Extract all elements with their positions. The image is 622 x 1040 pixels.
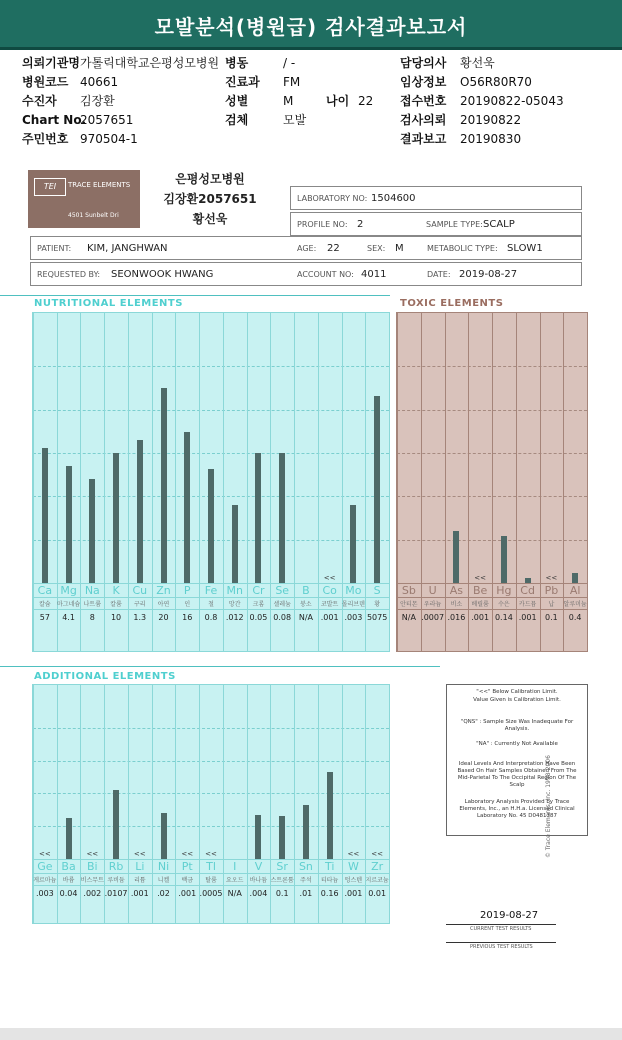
current-date: 2019-08-27 <box>480 910 539 921</box>
current-label: CURRENT TEST RESULTS <box>470 926 532 932</box>
column-divider <box>104 685 105 923</box>
element-korean-name: 인 <box>184 601 191 608</box>
element-value: 0.8 <box>204 613 218 622</box>
column-divider <box>270 685 271 923</box>
element-value: .001 <box>320 613 339 622</box>
row-divider <box>397 583 587 584</box>
element-korean-name: 안티몬 <box>400 601 418 608</box>
bar-ti <box>327 772 333 859</box>
date-label: DATE: <box>427 270 451 279</box>
bar-v <box>255 815 261 859</box>
element-korean-name: 주석 <box>300 877 312 884</box>
element-symbol: K <box>112 584 120 597</box>
bar-as <box>453 531 459 583</box>
element-symbol: Pt <box>181 860 193 873</box>
column-divider <box>33 685 34 923</box>
column-divider <box>152 685 153 923</box>
element-korean-name: 크롬 <box>252 601 265 608</box>
element-value: 0.05 <box>249 613 268 622</box>
element-value: 8 <box>89 613 95 622</box>
nutritional-title: NUTRITIONAL ELEMENTS <box>34 298 183 309</box>
bar-fe <box>208 469 214 583</box>
legend-line-2: Value Given is Calibration Limit. <box>473 697 561 703</box>
element-korean-name: 황 <box>374 601 381 608</box>
header-key: 성별 <box>225 94 249 108</box>
stamp-line-1: 은평성모병원 <box>175 172 245 186</box>
top-rule <box>0 295 390 296</box>
element-value: .012 <box>225 613 244 622</box>
below-limit-marker: << <box>86 850 99 858</box>
element-value: .002 <box>83 889 102 898</box>
header-key: 병동 <box>225 56 249 70</box>
logo-address: 4501 Sunbelt Dri <box>68 212 119 219</box>
element-value: 0.14 <box>494 613 513 622</box>
header-key: 주민번호 <box>22 132 69 146</box>
row-divider <box>33 859 389 860</box>
element-symbol: Mg <box>60 584 77 597</box>
request-box <box>30 262 582 286</box>
element-korean-name: 나트륨 <box>83 601 101 608</box>
element-value: .001 <box>130 889 149 898</box>
row-divider <box>33 583 389 584</box>
bar-mo <box>350 505 356 583</box>
previous-rule <box>446 942 556 943</box>
element-korean-name: 셀레늄 <box>273 601 291 608</box>
element-symbol: Ge <box>37 860 53 873</box>
bar-cr <box>255 453 261 583</box>
header-value: 2057651 <box>80 113 134 127</box>
element-symbol: Li <box>135 860 145 873</box>
element-korean-name: 붕소 <box>300 601 312 608</box>
element-value: 0.01 <box>368 889 387 898</box>
metabolic-label: METABOLIC TYPE: <box>427 244 498 253</box>
row-divider <box>33 597 389 598</box>
element-symbol: Al <box>569 584 581 597</box>
grid-line <box>33 453 389 454</box>
element-symbol: Sn <box>298 860 313 873</box>
element-value: N/A <box>401 613 416 622</box>
requested-by: SEONWOOK HWANG <box>111 269 214 280</box>
row-divider <box>33 609 389 610</box>
below-limit-marker: << <box>181 850 194 858</box>
bar-ca <box>42 448 48 583</box>
element-korean-name: 카드뮴 <box>518 601 537 608</box>
header-value: / - <box>283 56 296 70</box>
element-value: 0.16 <box>320 889 339 898</box>
bar-se <box>279 453 285 583</box>
age-label: AGE: <box>297 244 317 253</box>
element-symbol: Be <box>472 584 488 597</box>
element-value: 0.1 <box>545 613 558 622</box>
element-value: 0.1 <box>275 889 289 898</box>
element-korean-name: 철 <box>208 601 214 608</box>
element-symbol: W <box>347 860 359 873</box>
tei-icon: TEI <box>34 178 66 196</box>
element-value: .003 <box>344 613 363 622</box>
element-symbol: As <box>449 584 463 597</box>
element-korean-name: 베릴륨 <box>471 601 489 608</box>
stamp-line-2: 김장환2057651 <box>163 192 257 206</box>
element-symbol: Zr <box>371 860 384 873</box>
column-divider <box>247 685 248 923</box>
below-limit-marker: << <box>133 850 146 858</box>
report-title: 모발분석(병원급) 검사결과보고서 <box>0 0 622 50</box>
row-divider <box>397 609 587 610</box>
bar-ni <box>161 813 167 859</box>
copyright: © Trace Elements, Inc. 1998-2006 <box>545 755 552 858</box>
bar-cu <box>137 440 143 583</box>
element-symbol: Zn <box>156 584 171 597</box>
element-value: 20 <box>158 613 169 622</box>
element-symbol: Rb <box>108 860 124 873</box>
element-korean-name: 지르코늄 <box>365 877 389 884</box>
date-value: 2019-08-27 <box>459 269 518 280</box>
element-symbol: Ba <box>61 860 76 873</box>
element-korean-name: 탈륨 <box>205 877 217 884</box>
header-key: 의뢰기관명 <box>22 56 80 70</box>
element-korean-name: 백금 <box>181 877 194 884</box>
sample-type: SCALP <box>483 219 515 230</box>
element-korean-name: 수은 <box>498 601 510 608</box>
element-korean-name: 칼슘 <box>39 601 51 608</box>
grid-line <box>33 793 389 794</box>
element-korean-name: 텅스텐 <box>344 877 363 884</box>
trace-elements-sheet <box>0 168 622 1028</box>
element-symbol: Tl <box>206 860 216 873</box>
bar-ba <box>66 818 72 859</box>
element-korean-name: 니켈 <box>157 877 170 884</box>
header-key: 접수번호 <box>400 94 447 108</box>
element-symbol: Co <box>322 584 337 597</box>
column-divider <box>128 685 129 923</box>
element-symbol: Mn <box>226 584 243 597</box>
header-key: 병원코드 <box>22 75 69 89</box>
header-key: 결과보고 <box>400 132 447 146</box>
element-value: .001 <box>344 889 363 898</box>
account-no: 4011 <box>361 269 387 280</box>
age-value: 22 <box>327 243 340 254</box>
profile-box <box>290 212 582 236</box>
patient-label: PATIENT: <box>37 244 72 253</box>
element-korean-name: 루비듐 <box>107 877 125 884</box>
header-key: 검사의뢰 <box>400 113 447 127</box>
header-key: 검체 <box>225 113 249 127</box>
element-value: .004 <box>249 889 268 898</box>
metabolic-value: SLOW1 <box>507 243 543 254</box>
nutritional-chart <box>32 312 390 652</box>
header-key: 담당의사 <box>400 56 447 70</box>
grid-line <box>33 410 389 411</box>
element-value: .003 <box>35 889 54 898</box>
below-limit-marker: << <box>474 574 486 582</box>
element-korean-name: 바륨 <box>62 877 75 884</box>
column-divider <box>175 685 176 923</box>
element-value: .001 <box>518 613 537 622</box>
column-divider <box>294 685 295 923</box>
element-value: N/A <box>227 889 242 898</box>
element-korean-name: 티타늄 <box>320 877 339 884</box>
patient-name: KIM, JANGHWAN <box>87 243 168 254</box>
element-value: .001 <box>471 613 490 622</box>
toxic-chart <box>396 312 588 652</box>
element-value: 57 <box>39 613 50 622</box>
element-symbol: Sr <box>276 860 288 873</box>
element-value: .0007 <box>421 613 445 622</box>
bottom-bar <box>0 1028 622 1040</box>
element-korean-name: 비스무트 <box>80 877 104 884</box>
requested-label: REQUESTED BY: <box>37 270 101 279</box>
element-value: N/A <box>298 613 313 622</box>
element-symbol: P <box>183 584 191 597</box>
element-korean-name: 요오드 <box>226 877 244 884</box>
bar-s <box>374 396 380 583</box>
element-korean-name: 구리 <box>133 601 146 608</box>
current-rule <box>446 924 556 925</box>
element-symbol: Se <box>275 584 290 597</box>
below-limit-marker: << <box>347 850 360 858</box>
element-value: 0.4 <box>568 613 582 622</box>
sex-value: M <box>395 243 404 254</box>
element-korean-name: 알루미늄 <box>563 601 587 608</box>
header-value: M <box>283 94 294 108</box>
trace-elements-logo <box>28 170 140 228</box>
element-symbol: U <box>428 584 437 597</box>
bar-hg <box>501 536 507 583</box>
below-limit-marker: << <box>323 574 336 582</box>
legend-line-1: "<<" Below Calibration Limit. <box>476 689 558 695</box>
element-symbol: Mo <box>345 584 362 597</box>
legend-line-6: Laboratory Analysis Provided by Trace Elements, Inc., an H.H.a. Licensed Clinical Laboratory No. 45 D0481787 <box>459 799 575 819</box>
element-value: .001 <box>178 889 197 898</box>
header-value: 가톨릭대학교은평성모병원 <box>80 56 220 70</box>
element-korean-name: 리튬 <box>133 877 146 884</box>
additional-title: ADDITIONAL ELEMENTS <box>34 671 176 682</box>
bar-al <box>572 573 578 583</box>
element-korean-name: 바나듐 <box>249 877 268 884</box>
account-label: ACCOUNT NO: <box>297 270 354 279</box>
element-value: .0107 <box>104 889 128 898</box>
legend-box <box>446 684 588 836</box>
element-korean-name: 몰리브덴 <box>341 601 365 608</box>
column-divider <box>223 685 224 923</box>
element-value: 5075 <box>366 613 388 622</box>
element-symbol: I <box>233 860 237 873</box>
element-value: .02 <box>157 889 170 898</box>
bar-k <box>113 453 119 583</box>
bar-sn <box>303 805 309 859</box>
element-value: .0005 <box>199 889 223 898</box>
element-value: 0.04 <box>59 889 78 898</box>
element-value: .016 <box>447 613 466 622</box>
header-value: 모발 <box>283 113 307 127</box>
header-key: 수진자 <box>22 94 57 108</box>
element-value: 0.08 <box>273 613 292 622</box>
toxic-title: TOXIC ELEMENTS <box>400 298 504 309</box>
element-symbol: Ni <box>157 860 170 873</box>
element-korean-name: 망간 <box>228 601 241 608</box>
lab-no: 1504600 <box>371 193 416 204</box>
element-symbol: Fe <box>204 584 218 597</box>
row-divider <box>33 885 389 886</box>
logo-text: TRACE ELEMENTS <box>68 181 131 189</box>
element-value: .01 <box>299 889 313 898</box>
element-symbol: V <box>254 860 263 873</box>
sex-label: SEX: <box>367 244 386 253</box>
header-value: 황선욱 <box>460 56 495 70</box>
grid-line <box>33 761 389 762</box>
column-divider <box>365 685 366 923</box>
lab-no-label: LABORATORY NO: <box>297 194 368 203</box>
column-divider <box>318 685 319 923</box>
element-symbol: Na <box>84 584 100 597</box>
patient-box <box>30 236 582 260</box>
bar-zn <box>161 388 167 583</box>
bar-rb <box>113 790 119 859</box>
below-limit-marker: << <box>38 850 51 858</box>
element-symbol: Cd <box>520 584 535 597</box>
element-symbol: Hg <box>496 584 512 597</box>
element-korean-name: 게르마늄 <box>33 877 57 884</box>
mid-rule <box>0 666 440 667</box>
header-key: 임상정보 <box>400 75 447 89</box>
profile-no: 2 <box>357 219 364 230</box>
element-korean-name: 마그네슘 <box>56 601 81 608</box>
below-limit-marker: << <box>371 850 383 858</box>
bar-sr <box>279 816 285 859</box>
legend-line-4: "NA" : Currently Not Available <box>476 741 558 747</box>
stamp-line-3: 황선욱 <box>192 212 228 226</box>
element-value: 16 <box>182 613 193 622</box>
previous-label: PREVIOUS TEST RESULTS <box>470 944 533 950</box>
header-value: FM <box>283 75 301 89</box>
header-value: 970504-1 <box>80 132 138 146</box>
element-symbol: S <box>373 584 381 597</box>
element-korean-name: 칼륨 <box>110 601 122 608</box>
header-value: 22 <box>358 94 374 108</box>
element-symbol: Cr <box>252 584 265 597</box>
element-symbol: Sb <box>401 584 416 597</box>
element-korean-name: 스트론튬 <box>270 877 294 884</box>
header-key: Chart No. <box>22 113 87 127</box>
header-value: 20190822-05043 <box>460 94 564 108</box>
grid-line <box>33 728 389 729</box>
element-symbol: Pb <box>544 584 559 597</box>
row-divider <box>397 597 587 598</box>
element-value: 1.3 <box>133 613 147 622</box>
element-korean-name: 비소 <box>450 601 463 608</box>
element-symbol: Ti <box>324 860 335 873</box>
header-value: 20190830 <box>460 132 522 146</box>
bar-na <box>89 479 95 583</box>
additional-chart <box>32 684 390 924</box>
element-korean-name: 코발트 <box>320 601 339 608</box>
element-value: 10 <box>110 613 122 622</box>
lab-box <box>290 186 582 210</box>
header-value: 20190822 <box>460 113 522 127</box>
column-divider <box>199 685 200 923</box>
bar-mg <box>66 466 72 583</box>
sample-type-label: SAMPLE TYPE: <box>426 220 483 229</box>
header-value: 김장환 <box>80 94 115 108</box>
element-symbol: B <box>302 584 310 597</box>
element-korean-name: 아연 <box>157 601 170 608</box>
header-key: 진료과 <box>225 75 260 89</box>
profile-label: PROFILE NO: <box>297 220 348 229</box>
element-symbol: Cu <box>132 584 148 597</box>
header-key: 나이 <box>326 94 350 108</box>
grid-line <box>33 366 389 367</box>
grid-line <box>33 826 389 827</box>
element-symbol: Ca <box>37 584 53 597</box>
element-korean-name: 우라늄 <box>423 601 442 608</box>
header-value: O56R80R70 <box>460 75 532 89</box>
legend-line-5: Ideal Levels And Interpretation Have Been Based On Hair Samples Obtained From The Mid-Parietal To The Occipital Region Of The Scalp <box>457 761 577 788</box>
element-value: 4.1 <box>62 613 75 622</box>
column-divider <box>342 685 343 923</box>
bar-mn <box>232 505 238 583</box>
row-divider <box>33 873 389 874</box>
header-value: 40661 <box>80 75 119 89</box>
legend-line-3: "QNS" : Sample Size Was Inadequate For Analysis. <box>460 719 574 732</box>
bar-p <box>184 432 190 583</box>
below-limit-marker: << <box>545 574 558 582</box>
element-korean-name: 납 <box>548 601 555 608</box>
below-limit-marker: << <box>205 850 217 858</box>
element-symbol: Bi <box>87 860 98 873</box>
column-divider <box>80 685 81 923</box>
column-divider <box>57 685 58 923</box>
